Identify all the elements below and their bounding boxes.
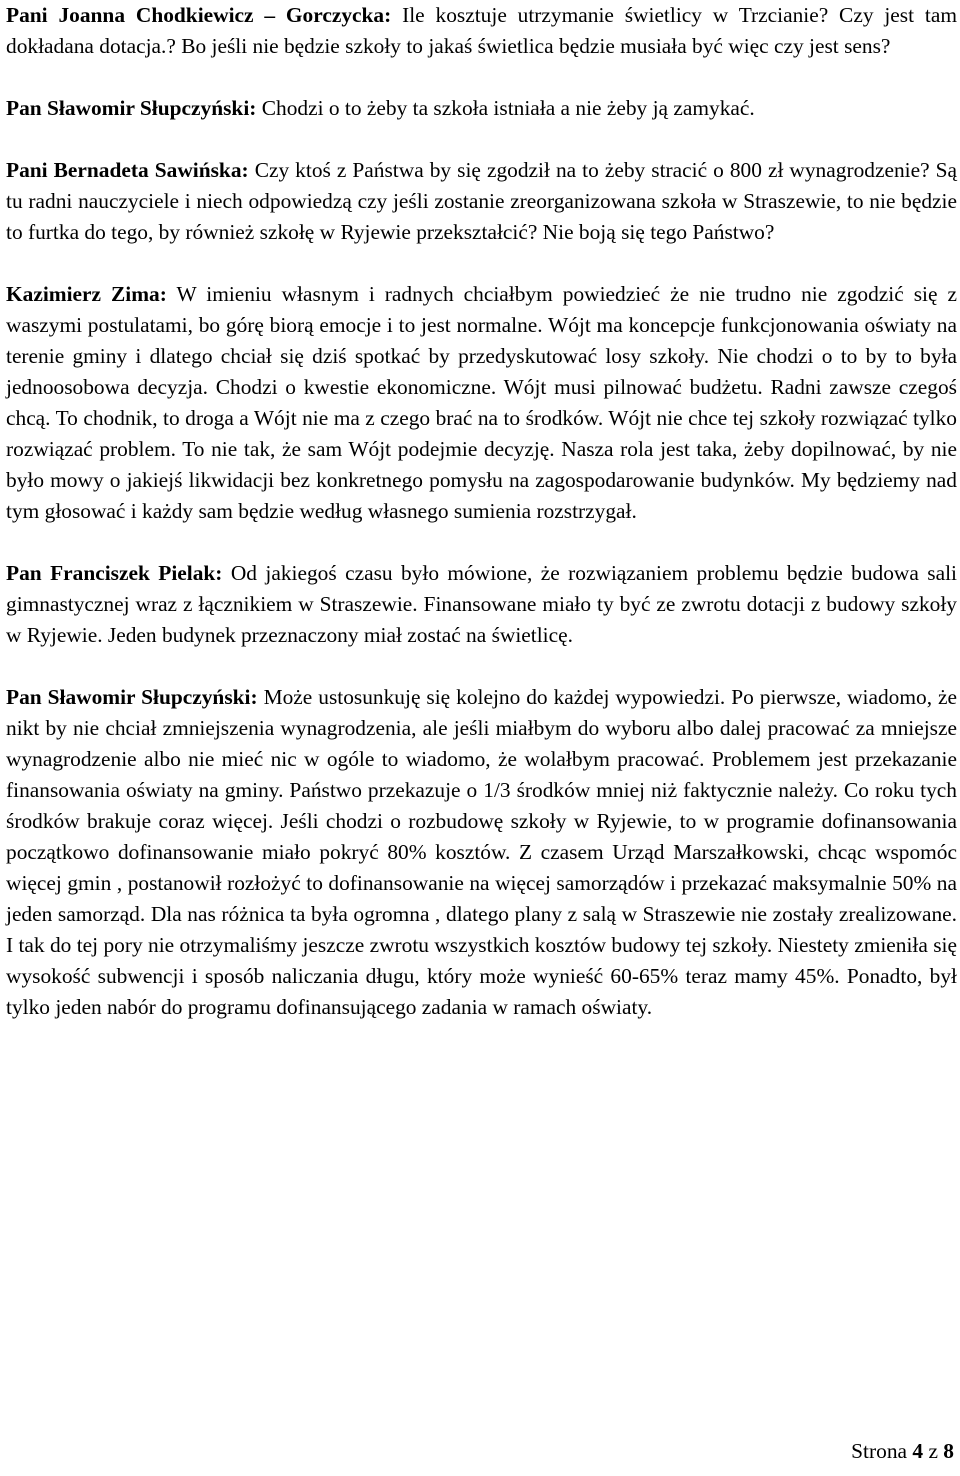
- paragraph-pielak: [6, 558, 957, 651]
- page-total: 8: [943, 1439, 954, 1463]
- paragraph-zima: [6, 279, 957, 527]
- statement-text: Chodzi o to żeby ta szkoła istniała a nie żeby ją zamykać.: [256, 96, 755, 120]
- speaker-name: Pani Joanna Chodkiewicz – Gorczycka:: [6, 3, 392, 27]
- speaker-name: Pani Bernadeta Sawińska:: [6, 158, 249, 182]
- speaker-name: Pan Sławomir Słupczyński:: [6, 96, 257, 120]
- speaker-name: Pan Sławomir Słupczyński:: [6, 685, 258, 709]
- statement-text: Od jakiegoś czasu było mówione, że rozwiązaniem problemu będzie budowa sali gimnastycznej wraz z łącznikiem w Straszewie. Finansowane miało ty być ze zwrotu dotacji z budowy szkoły w Ryjewie. Jeden budynek przeznaczony miał zostać na świetlicę.: [6, 561, 957, 647]
- paragraph-chodkiewicz: [6, 0, 957, 62]
- paragraph-slupczynski-1: [6, 93, 957, 124]
- paragraph-sawinska: [6, 155, 957, 248]
- speaker-name: Kazimierz Zima:: [6, 282, 167, 306]
- statement-text: Czy ktoś z Państwa by się zgodził na to żeby stracić o 800 zł wynagrodzenie? Są tu radni nauczyciele i niech odpowiedzą czy jeśli zostanie zreorganizowana szkoła w Straszewie, to nie będzie to furtka do tego, by również szkołę w Ryjewie przekształcić? Nie boją się tego Państwo?: [6, 158, 957, 244]
- page-label: Strona: [851, 1439, 908, 1463]
- page-number-footer: [851, 1436, 954, 1467]
- statement-text: Może ustosunkuję się kolejno do każdej wypowiedzi. Po pierwsze, wiadomo, że nikt by nie chciał zmniejszenia wynagrodzenia, ale jeśli miałbym do wyboru albo dalej pracować za mniejsze wynagrodzenie albo nie mieć nic w ogóle to wiadomo, że wolałbym pracować. Problemem jest przekazanie finansowania oświaty na gminy. Państwo przekazuje o 1/3 środków mniej niż faktycznie należy. Co roku tych środków brakuje coraz więcej. Jeśli chodzi o rozbudowę szkoły w Ryjewie, to w programie dofinansowania początkowo dofinansowanie miało pokryć 80% kosztów. Z czasem Urząd Marszałkowski, chcąc wspomóc więcej gmin , postanowił rozłożyć to dofinansowanie na więcej samorządów i przekazać maksymalnie 50% na jeden samorząd. Dla nas różnica ta była ogromna , dlatego plany z salą w Straszewie nie zostały zrealizowane. I tak do tej pory nie otrzymaliśmy jeszcze zwrotu wszystkich kosztów budowy tej szkoły. Niestety zmieniła się wysokość subwencji i sposób naliczania długu, który może wynieść 60-65% teraz mamy 45%. Ponadto, był tylko jeden nabór do programu dofinansującego zadania w ramach oświaty.: [6, 685, 957, 1019]
- document-body: [6, 0, 957, 1054]
- page-current: 4: [912, 1439, 924, 1463]
- statement-text: Ile kosztuje utrzymanie świetlicy w Trzcianie? Czy jest tam dokładana dotacja.? Bo jeśli nie będzie szkoły to jakaś świetlica będzie musiała być więc czy jest sens?: [6, 3, 957, 58]
- statement-text: W imieniu własnym i radnych chciałbym powiedzieć że nie trudno nie zgodzić się z waszymi postulatami, bo górę biorą emocje i to jest normalne. Wójt ma koncepcje funkcjonowania oświaty na terenie gminy i dlatego chciał się dziś spotkać by przedyskutować losy szkoły. Nie chodzi o to by to była jednoosobowa decyzja. Chodzi o kwestie ekonomiczne. Wójt musi pilnować budżetu. Radni zawsze czegoś chcą. To chodnik, to droga a Wójt nie ma z czego brać na to środków. Wójt nie chce tej szkoły rozwiązać tylko rozwiązać problem. To nie tak, że sam Wójt podejmie decyzję. Nasza rola jest taka, żeby dopilnować, by nie było mowy o jakiejś likwidacji bez konkretnego pomysłu na zagospodarowanie budynków. My będziemy nad tym głosować i każdy sam będzie według własnego sumienia rozstrzygał.: [6, 282, 957, 523]
- page-separator: z: [928, 1439, 938, 1463]
- speaker-name: Pan Franciszek Pielak:: [6, 561, 223, 585]
- paragraph-slupczynski-2: [6, 682, 957, 1023]
